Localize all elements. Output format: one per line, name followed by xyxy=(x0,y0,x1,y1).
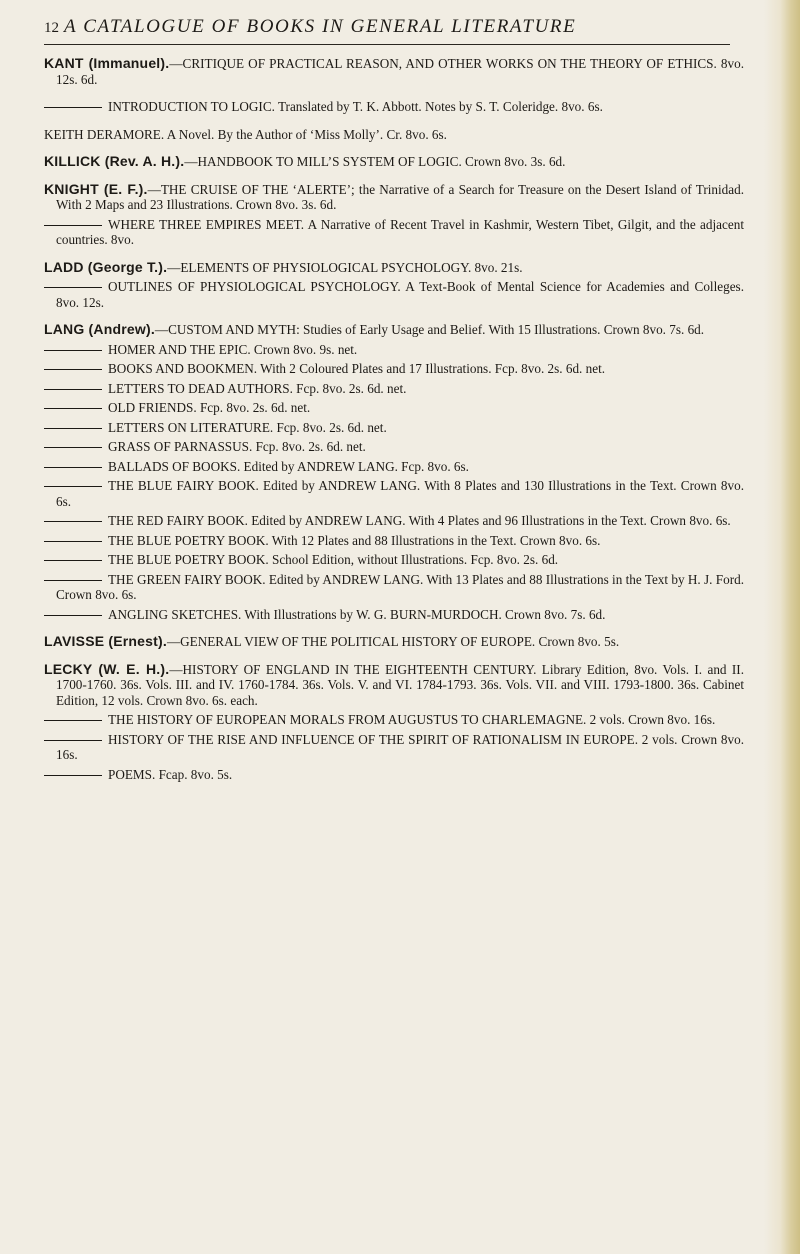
entry-text: HISTORY OF THE RISE AND INFLUENCE OF THE SPIRIT OF RATIONALISM IN EUROPE. 2 vols. Crown 8vo. 16s. xyxy=(56,731,744,762)
ditto-dash xyxy=(44,720,102,721)
catalogue-entry xyxy=(44,478,744,509)
entry-text: THE BLUE POETRY BOOK. With 12 Plates and 88 Illustrations in the Text. Crown 8vo. 6s. xyxy=(108,532,601,548)
entry-text: WHERE THREE EMPIRES MEET. A Narrative of Recent Travel in Kashmir, Western Tibet, Gilgit, and the adjacent countries. 8vo. xyxy=(56,216,744,247)
ditto-dash xyxy=(44,521,102,522)
entry-text: INTRODUCTION TO LOGIC. Translated by T. K. Abbott. Notes by S. T. Coleridge. 8vo. 6s. xyxy=(108,99,603,114)
catalogue-entry xyxy=(44,662,744,709)
ditto-dash xyxy=(44,560,102,561)
catalogue-entry xyxy=(44,634,744,650)
entry-text: —HISTORY OF ENGLAND IN THE EIGHTEENTH CENTURY. Library Edition, 8vo. Vols. I. and II. 1700-1760. 36s. Vols. III. and IV. 1760-1784. 36s. Vols. V. and VI. 1784-1793. 36s. Vols. VII. and VIII. 1793-1800. 36s. Cabinet Edition, 12 vols. Crown 8vo. 6s. each. xyxy=(56,661,744,708)
ditto-dash xyxy=(44,541,102,542)
catalogue-entry xyxy=(44,154,744,170)
page-edge-shading xyxy=(764,0,800,1254)
entry-text: —CRITIQUE OF PRACTICAL REASON, AND OTHER WORKS ON THE THEORY OF ETHICS. 8vo. 12s. 6d. xyxy=(56,56,744,87)
catalogue-entry xyxy=(44,342,744,358)
entry-text: LETTERS TO DEAD AUTHORS. Fcp. 8vo. 2s. 6d. net. xyxy=(108,380,407,396)
ditto-dash xyxy=(44,486,102,487)
entry-text: KEITH DERAMORE. A Novel. By the Author of ‘Miss Molly’. Cr. 8vo. 6s. xyxy=(44,126,447,142)
catalogue-entry xyxy=(44,607,744,623)
catalogue-entry xyxy=(44,552,744,568)
entry-text: LETTERS ON LITERATURE. Fcp. 8vo. 2s. 6d. net. xyxy=(108,419,387,435)
ditto-dash xyxy=(44,775,102,776)
entry-author: LECKY (W. E. H.). xyxy=(44,660,170,677)
catalogue-entries xyxy=(44,56,744,782)
entry-text: —ELEMENTS OF PHYSIOLOGICAL PSYCHOLOGY. 8vo. 21s. xyxy=(167,259,523,275)
ditto-dash xyxy=(44,447,102,448)
ditto-dash xyxy=(44,615,102,616)
entry-text: —HANDBOOK TO MILL’S SYSTEM OF LOGIC. Crown 8vo. 3s. 6d. xyxy=(184,154,566,169)
catalogue-entry xyxy=(44,127,744,143)
catalogue-entry xyxy=(44,732,744,763)
header-rule xyxy=(44,44,730,45)
entry-text: THE BLUE FAIRY BOOK. Edited by ANDREW LANG. With 8 Plates and 130 Illustrations in the Text. Crown 8vo. 6s. xyxy=(56,478,744,509)
entry-text: —GENERAL VIEW OF THE POLITICAL HISTORY OF EUROPE. Crown 8vo. 5s. xyxy=(166,634,620,649)
page-header xyxy=(44,14,744,48)
catalogue-entry xyxy=(44,217,744,248)
ditto-dash xyxy=(44,225,102,226)
entry-text: —THE CRUISE OF THE ‘ALERTE’; the Narrative of a Search for Treasure on the Desert Island of Trinidad. With 2 Maps and 23 Illustrations. Crown 8vo. 3s. 6d. xyxy=(56,181,744,212)
ditto-dash xyxy=(44,408,102,409)
catalogue-entry xyxy=(44,533,744,549)
catalogue-entry xyxy=(44,459,744,475)
catalogue-entry xyxy=(44,439,744,455)
catalogue-entry xyxy=(44,279,744,310)
entry-author: LADD (George T.). xyxy=(44,258,168,275)
catalogue-entry xyxy=(44,56,744,87)
entry-text: THE BLUE POETRY BOOK. School Edition, without Illustrations. Fcp. 8vo. 2s. 6d. xyxy=(108,552,559,567)
catalogue-entry xyxy=(44,712,744,728)
ditto-dash xyxy=(44,287,102,288)
entry-text: THE HISTORY OF EUROPEAN MORALS FROM AUGUSTUS TO CHARLEMAGNE. 2 vols. Crown 8vo. 16s. xyxy=(108,712,716,727)
ditto-dash xyxy=(44,350,102,351)
catalogue-entry xyxy=(44,322,744,338)
ditto-dash xyxy=(44,369,102,370)
entry-text: POEMS. Fcap. 8vo. 5s. xyxy=(108,766,233,782)
catalogue-entry xyxy=(44,572,744,603)
ditto-dash xyxy=(44,580,102,581)
entry-author: LAVISSE (Ernest). xyxy=(44,633,167,649)
entry-text: OLD FRIENDS. Fcp. 8vo. 2s. 6d. net. xyxy=(108,400,311,415)
entry-text: OUTLINES OF PHYSIOLOGICAL PSYCHOLOGY. A Text-Book of Mental Science for Academies and Colleges. 8vo. 12s. xyxy=(56,279,744,310)
entry-text: ANGLING SKETCHES. With Illustrations by W. G. BURN-MURDOCH. Crown 8vo. 7s. 6d. xyxy=(108,606,606,622)
catalogue-entry xyxy=(44,381,744,397)
running-title: A CATALOGUE OF BOOKS IN GENERAL LITERATURE xyxy=(64,16,577,37)
catalogue-entry xyxy=(44,767,744,783)
catalogue-entry xyxy=(44,182,744,213)
ditto-dash xyxy=(44,740,102,741)
entry-text: BOOKS AND BOOKMEN. With 2 Coloured Plates and 17 Illustrations. Fcp. 8vo. 2s. 6d. net. xyxy=(108,361,606,376)
entry-author: LANG (Andrew). xyxy=(44,321,155,337)
entry-text: BALLADS OF BOOKS. Edited by ANDREW LANG. Fcp. 8vo. 6s. xyxy=(108,458,469,474)
ditto-dash xyxy=(44,389,102,390)
entry-text: THE GREEN FAIRY BOOK. Edited by ANDREW LANG. With 13 Plates and 88 Illustrations in the Text by H. J. Ford. Crown 8vo. 6s. xyxy=(56,571,744,602)
catalogue-entry xyxy=(44,260,744,276)
entry-text: GRASS OF PARNASSUS. Fcp. 8vo. 2s. 6d. net. xyxy=(108,439,366,454)
catalogue-entry xyxy=(44,99,744,115)
entry-author: KILLICK (Rev. A. H.). xyxy=(44,153,185,169)
catalogue-entry xyxy=(44,420,744,436)
entry-author: KANT (Immanuel). xyxy=(44,55,170,71)
ditto-dash xyxy=(44,467,102,468)
ditto-dash xyxy=(44,107,102,108)
entry-author: KNIGHT (E. F.). xyxy=(44,180,148,197)
ditto-dash xyxy=(44,428,102,429)
entry-text: HOMER AND THE EPIC. Crown 8vo. 9s. net. xyxy=(108,341,358,357)
catalogue-entry xyxy=(44,361,744,377)
catalogue-entry xyxy=(44,513,744,529)
page-number: 12 xyxy=(44,20,59,36)
catalogue-entry xyxy=(44,400,744,416)
entry-text: —CUSTOM AND MYTH: Studies of Early Usage and Belief. With 15 Illustrations. Crown 8vo. 7s. 6d. xyxy=(154,322,705,337)
entry-text: THE RED FAIRY BOOK. Edited by ANDREW LANG. With 4 Plates and 96 Illustrations in the Text. Crown 8vo. 6s. xyxy=(108,513,731,528)
catalogue-page xyxy=(44,14,744,786)
